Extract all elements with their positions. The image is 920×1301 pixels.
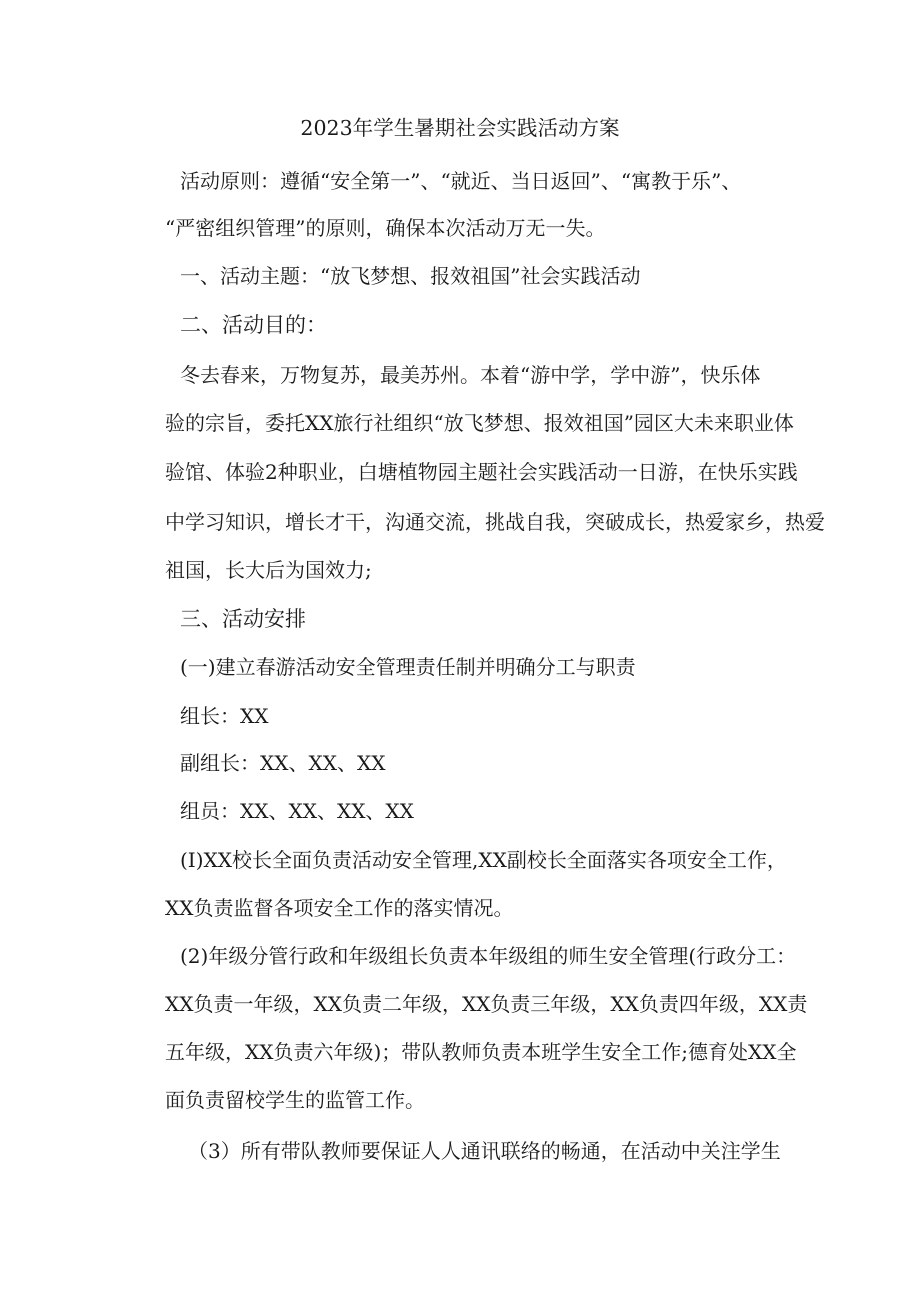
item-1-line-1: (I)XX校长全面负责活动安全管理,XX副校长全面落实各项安全工作， (180, 848, 787, 872)
item-2-line-3: 五年级，XX负责六年级)；带队教师负责本班学生安全工作;德育处XX全 (165, 1040, 797, 1064)
arrangement-heading: 三、活动安排 (180, 607, 306, 631)
purpose-line-2: 验的宗旨，委托XX旅行社组织“放飞梦想、报效祖国”园区大未来职业体 (165, 411, 794, 435)
theme-line: 一、活动主题：“放飞梦想、报效祖国”社会实践活动 (180, 264, 641, 288)
purpose-heading: 二、活动目的： (180, 313, 327, 337)
item-2-line-2: XX负责一年级，XX负责二年级，XX负责三年级，XX负责四年级，XX责 (165, 992, 808, 1016)
purpose-line-3: 验馆、体验2种职业，白塘植物园主题社会实践活动一日游，在快乐实践 (165, 460, 798, 484)
members-line: 组员：XX、XX、XX、XX (180, 799, 414, 823)
document-title: 2023年学生暑期社会实践活动方案 (300, 116, 620, 140)
vice-leader-line: 副组长：XX、XX、XX (180, 751, 386, 775)
item-3-line-1: （3）所有带队教师要保证人人通讯联络的畅通，在活动中关注学生 (188, 1139, 781, 1163)
item-2-line-4: 面负责留校学生的监管工作。 (165, 1088, 425, 1112)
item-1-line-2: XX负责监督各项安全工作的落实情况。 (165, 896, 514, 920)
purpose-line-5: 祖国，长大后为国效力; (165, 558, 372, 582)
purpose-line-4: 中学习知识，增长才干，沟通交流，挑战自我，突破成长，热爱家乡，热爱 (165, 510, 825, 534)
sub-section-1: (一)建立春游活动安全管理责任制并明确分工与职责 (180, 655, 636, 679)
principle-line-2: “严密组织管理”的原则，确保本次活动万无一失。 (165, 216, 606, 240)
purpose-line-1: 冬去春来，万物复苏，最美苏州。本着“游中学，学中游”，快乐体 (180, 363, 761, 387)
item-2-line-1: (2)年级分管行政和年级组长负责本年级组的师生安全管理(行政分工： (180, 944, 797, 968)
leader-line: 组长：XX (180, 704, 269, 728)
principle-line-1: 活动原则：遵循“安全第一”、“就近、当日返回”、“寓教于乐”、 (180, 169, 742, 193)
